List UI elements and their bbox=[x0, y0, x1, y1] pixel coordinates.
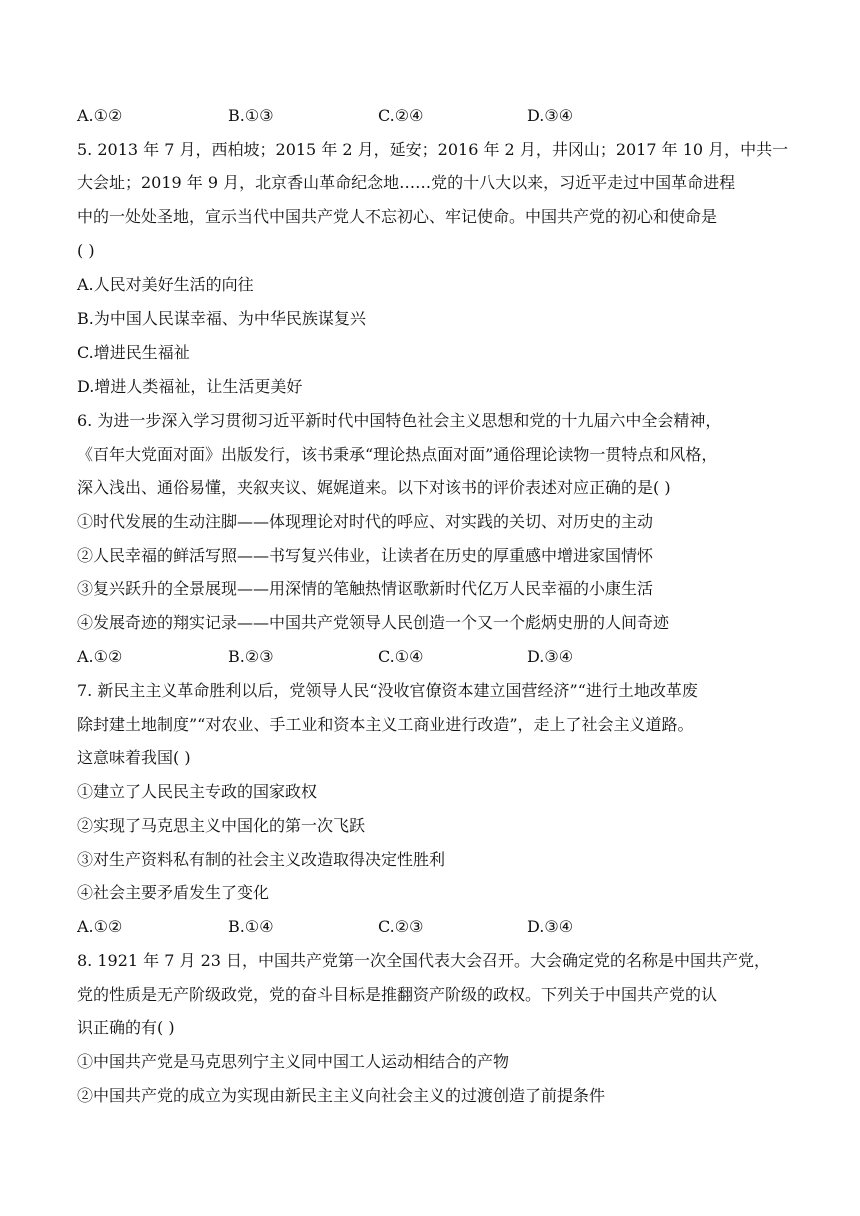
q4-option-b: B.①③ bbox=[228, 106, 274, 125]
q5-answer-bracket: ( ) bbox=[77, 241, 95, 260]
q7-stem-line: 除封建土地制度”“对农业、手工业和资本主义工商业进行改造”，走上了社会主义道路。 bbox=[77, 715, 694, 734]
q8-statement-1: ①中国共产党是马克思列宁主义同中国工人运动相结合的产物 bbox=[77, 1052, 510, 1071]
q6-option-c: C.①④ bbox=[378, 647, 424, 666]
q6-statement-3: ③复兴跃升的全景展现——用深情的笔触热情讴歌新时代亿万人民幸福的小康生活 bbox=[77, 579, 654, 598]
q6-statement-4: ④发展奇迹的翔实记录——中国共产党领导人民创造一个又一个彪炳史册的人间奇迹 bbox=[77, 613, 670, 632]
q5-choice-b: B.为中国人民谋幸福、为中华民族谋复兴 bbox=[77, 309, 366, 328]
q7-statement-2: ②实现了马克思主义中国化的第一次飞跃 bbox=[77, 816, 366, 835]
q6-stem-line: 《百年大党面对面》出版发行，该书秉承“理论热点面对面”通俗理论读物一贯特点和风格， bbox=[77, 445, 718, 464]
q6-option-a: A.①② bbox=[77, 647, 123, 666]
q7-option-d: D.③④ bbox=[527, 917, 574, 936]
q5-stem-line: 大会址；2019 年 9 月，北京香山革命纪念地……党的十八大以来，习近平走过中国革命进程 bbox=[77, 173, 736, 192]
q5-stem-line: 5. 2013 年 7 月，西柏坡；2015 年 2 月，延安；2016 年 2 月，井冈山；2017 年 10 月，中共一 bbox=[77, 140, 789, 159]
q7-stem-line: 这意味着我国( ) bbox=[77, 748, 191, 767]
q6-statement-1: ①时代发展的生动注脚——体现理论对时代的呼应、对实践的关切、对历史的主动 bbox=[77, 512, 654, 531]
q5-stem-line: 中的一处处圣地，宣示当代中国共产党人不忘初心、牢记使命。中国共产党的初心和使命是 bbox=[77, 207, 718, 226]
q4-option-c: C.②④ bbox=[378, 106, 424, 125]
q7-statement-4: ④社会主要矛盾发生了变化 bbox=[77, 883, 270, 902]
q7-option-a: A.①② bbox=[77, 917, 123, 936]
q7-stem-line: 7. 新民主主义革命胜利以后，党领导人民“没收官僚资本建立国营经济”“进行土地改革废 bbox=[77, 681, 698, 700]
q8-stem-line: 党的性质是无产阶级政党，党的奋斗目标是推翻资产阶级的政权。下列关于中国共产党的认 bbox=[77, 985, 718, 1004]
q5-choice-c: C.增进民生福祉 bbox=[77, 343, 190, 362]
q7-option-c: C.②③ bbox=[378, 917, 424, 936]
q7-statement-1: ①建立了人民民主专政的国家政权 bbox=[77, 782, 318, 801]
q8-statement-2: ②中国共产党的成立为实现由新民主主义向社会主义的过渡创造了前提条件 bbox=[77, 1086, 606, 1105]
q6-option-b: B.②③ bbox=[228, 647, 274, 666]
q6-stem-line: 深入浅出、通俗易懂，夹叙夹议、娓娓道来。以下对该书的评价表述对应正确的是( ) bbox=[77, 478, 671, 497]
q6-statement-2: ②人民幸福的鲜活写照——书写复兴伟业，让读者在历史的厚重感中增进家国情怀 bbox=[77, 546, 654, 565]
q5-choice-a: A.人民对美好生活的向往 bbox=[77, 275, 254, 294]
q6-option-d: D.③④ bbox=[527, 647, 574, 666]
q6-stem-line: 6. 为进一步深入学习贯彻习近平新时代中国特色社会主义思想和党的十九届六中全会精神， bbox=[77, 411, 722, 430]
q7-option-b: B.①④ bbox=[228, 917, 274, 936]
q4-option-a: A.①② bbox=[77, 106, 123, 125]
q4-option-d: D.③④ bbox=[527, 106, 574, 125]
q8-stem-line: 8. 1921 年 7 月 23 日，中国共产党第一次全国代表大会召开。大会确定党的名称是中国共产党， bbox=[77, 951, 771, 970]
q7-statement-3: ③对生产资料私有制的社会主义改造取得决定性胜利 bbox=[77, 850, 446, 869]
q8-stem-line: 识正确的有( ) bbox=[77, 1018, 175, 1037]
q5-choice-d: D.增进人类福祉，让生活更美好 bbox=[77, 377, 303, 396]
